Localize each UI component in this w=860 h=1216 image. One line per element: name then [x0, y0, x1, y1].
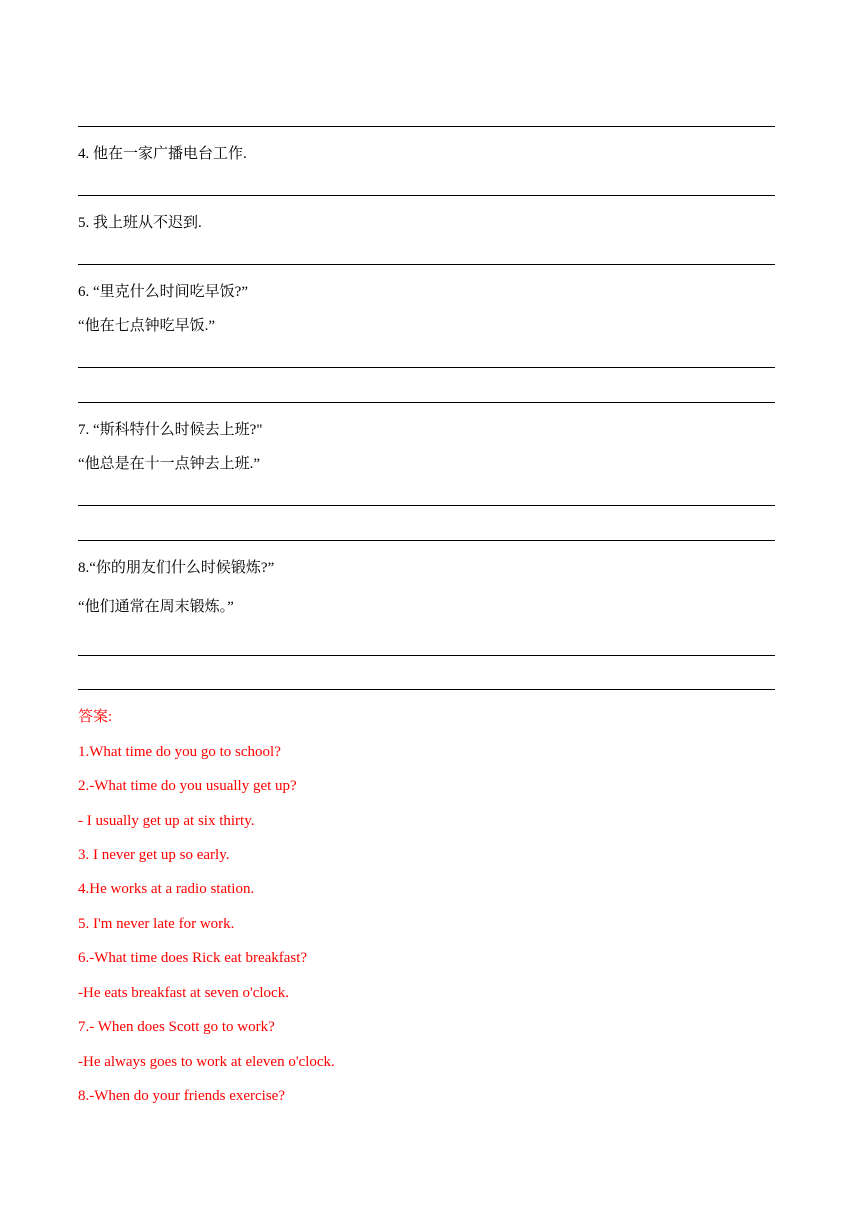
answer-item: 5. I'm never late for work.	[78, 916, 235, 932]
answer-item: 1.What time do you go to school?	[78, 744, 281, 760]
answer-item: 2.-What time do you usually get up?	[78, 778, 297, 794]
question-7-reply: “他总是在十一点钟去上班.”	[78, 456, 261, 472]
answer-item: 3. I never get up so early.	[78, 847, 230, 863]
question-6-text: 6. “里克什么时间吃早饭?”	[78, 284, 248, 300]
answer-line	[78, 126, 775, 127]
answer-line	[78, 655, 775, 656]
answer-line	[78, 402, 775, 403]
question-8-text: 8.“你的朋友们什么时候锻炼?”	[78, 560, 275, 576]
answer-line	[78, 195, 775, 196]
answer-line	[78, 689, 775, 690]
answers-heading: 答案:	[78, 709, 113, 725]
answer-item: - I usually get up at six thirty.	[78, 813, 255, 829]
answer-item: 4.He works at a radio station.	[78, 881, 255, 897]
question-4-text: 4. 他在一家广播电台工作.	[78, 146, 247, 162]
answer-item: 8.-When do your friends exercise?	[78, 1088, 285, 1104]
answer-item: -He eats breakfast at seven o'clock.	[78, 985, 289, 1001]
answer-item: 6.-What time does Rick eat breakfast?	[78, 950, 308, 966]
answer-line	[78, 367, 775, 368]
answer-item: 7.- When does Scott go to work?	[78, 1019, 275, 1035]
answer-item: -He always goes to work at eleven o'clock.	[78, 1054, 335, 1070]
answer-line	[78, 505, 775, 506]
question-7-text: 7. “斯科特什么时候去上班?"	[78, 422, 263, 438]
question-8-reply: “他们通常在周末锻炼。”	[78, 599, 234, 615]
question-5-text: 5. 我上班从不迟到.	[78, 215, 202, 231]
answer-line	[78, 540, 775, 541]
answer-line	[78, 264, 775, 265]
question-6-reply: “他在七点钟吃早饭.”	[78, 318, 216, 334]
